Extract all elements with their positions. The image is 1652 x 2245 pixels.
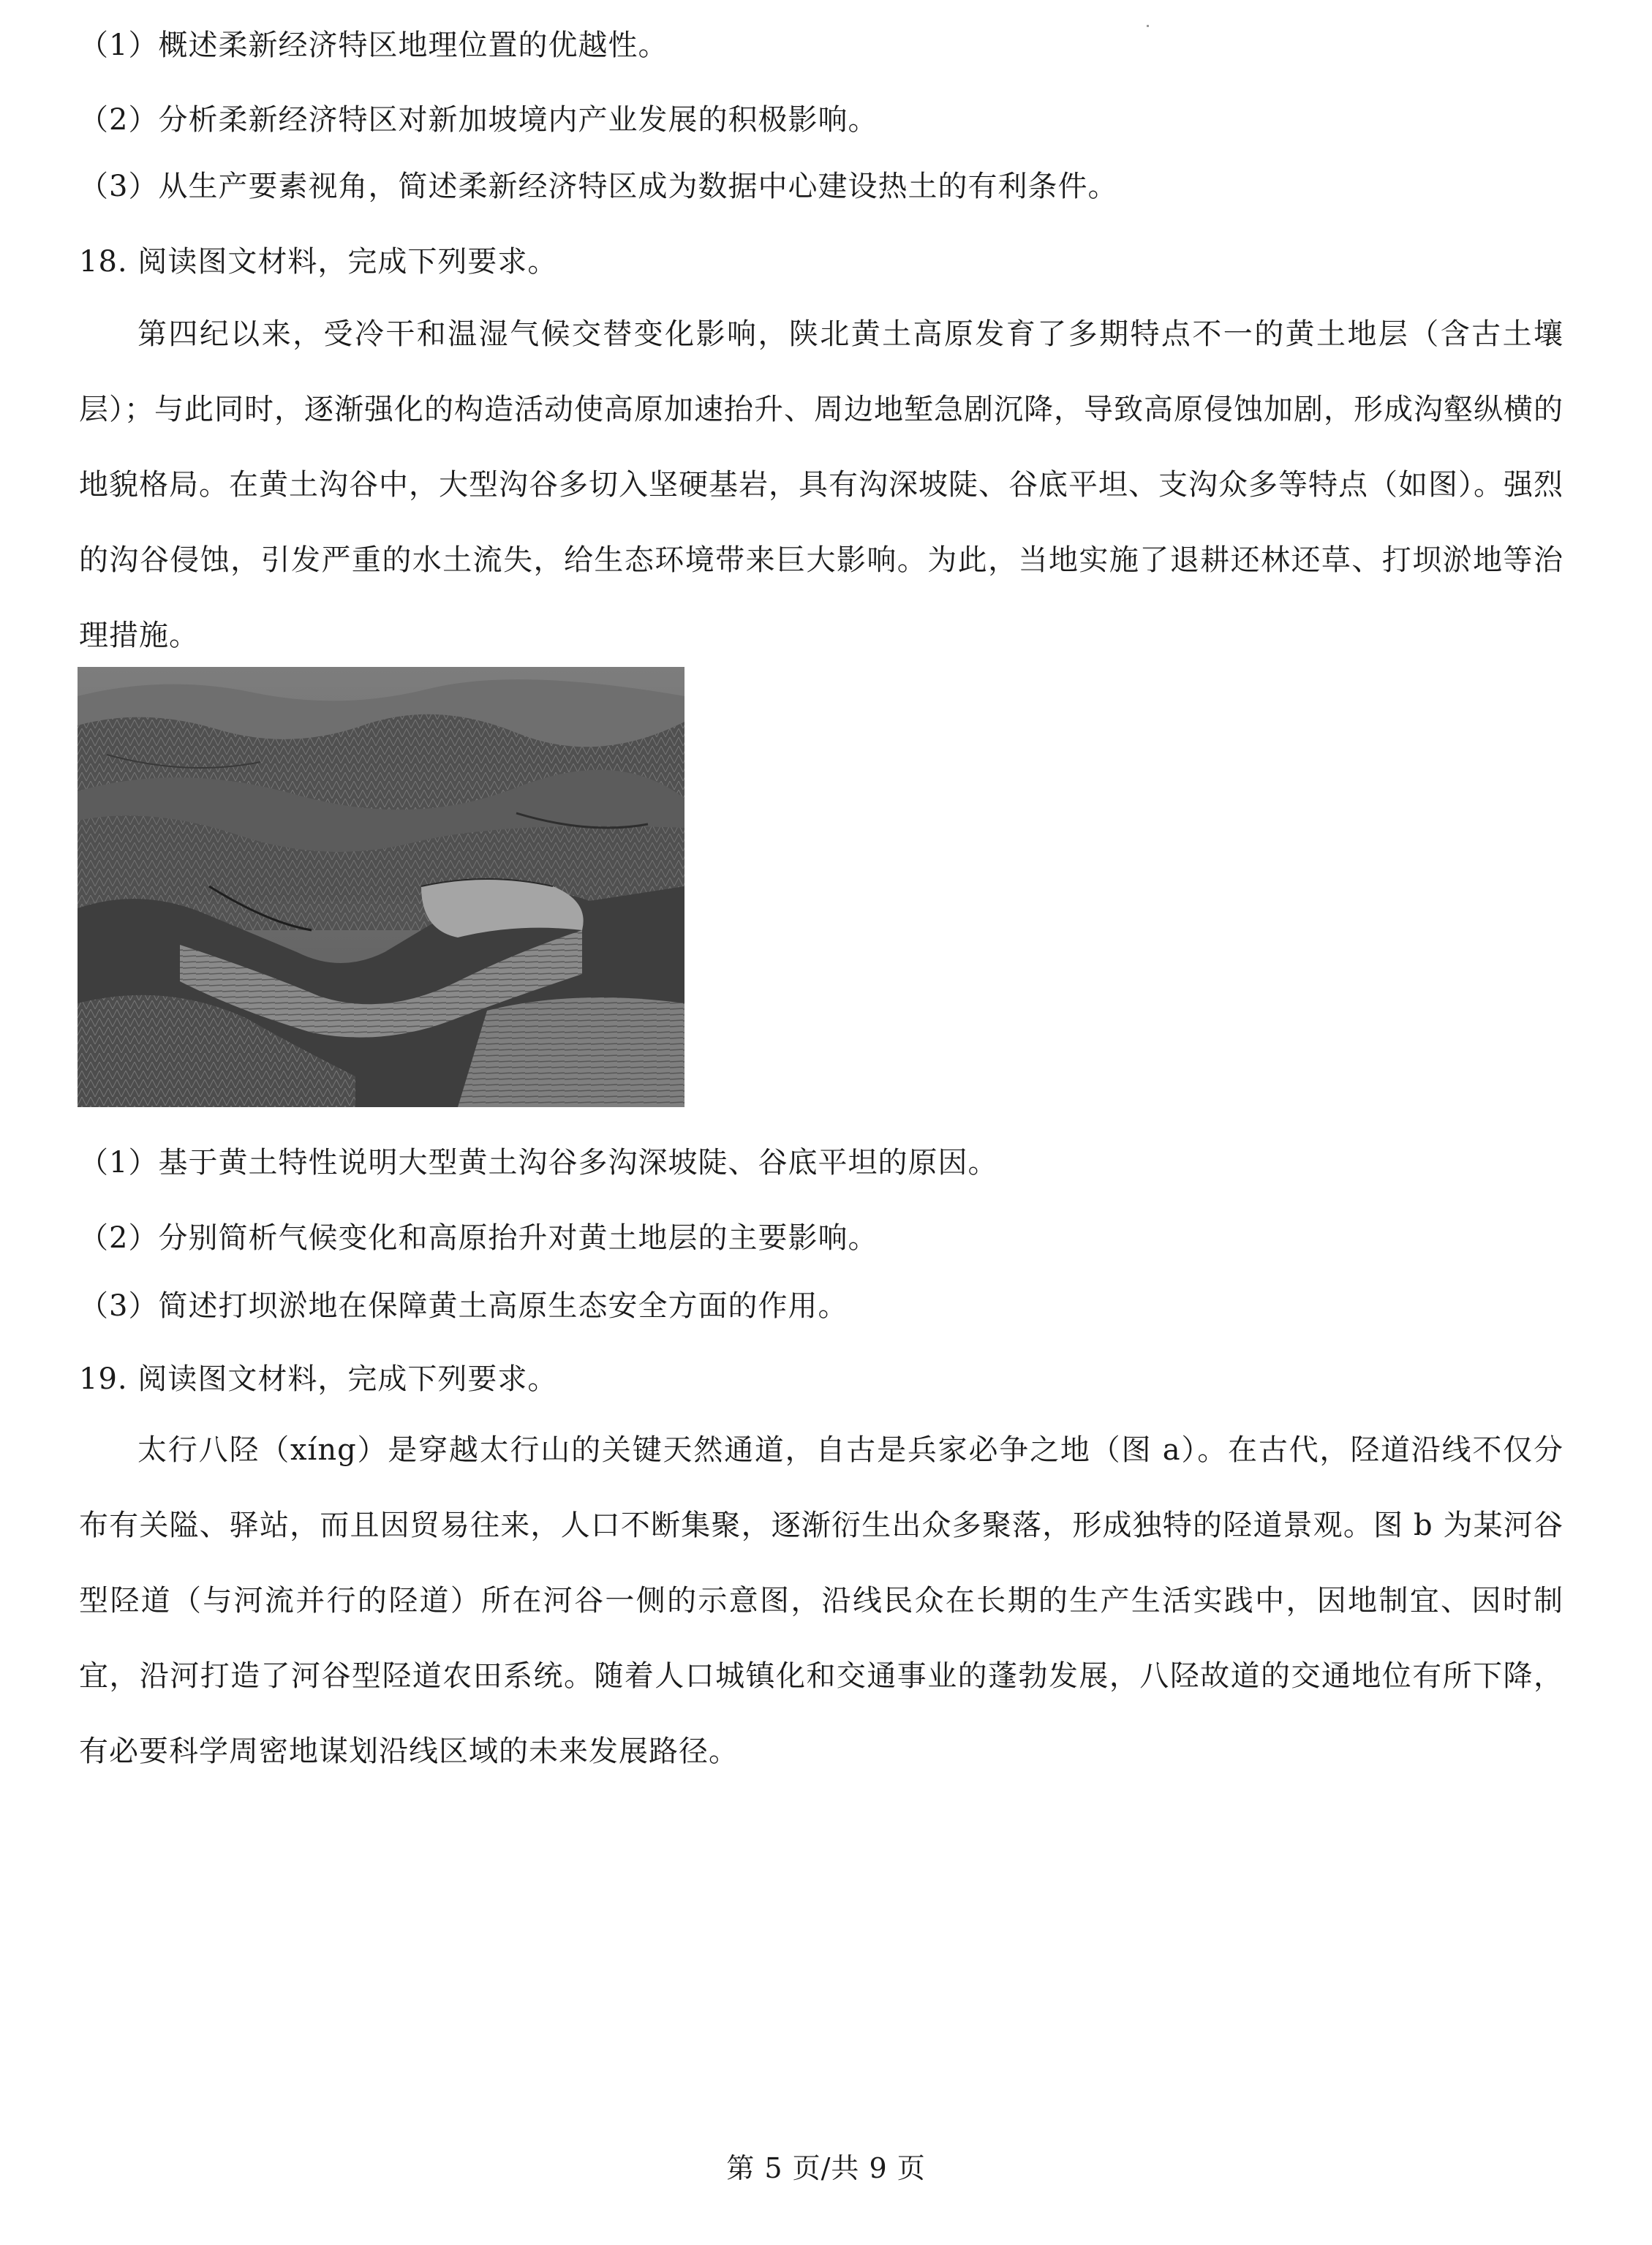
q18-heading: 18. 阅读图文材料，完成下列要求。 xyxy=(79,245,558,279)
q18-material-text: 第四纪以来，受冷干和温湿气候交替变化影响，陕北黄土高原发育了多期特点不一的黄土地层（含古土壤层）；与此同时，逐渐强化的构造活动使高原加速抬升、周边地堑急剧沉降，导致高原侵蚀加剧，形成沟壑纵横的地貌格局。在黄土沟谷中，大型沟谷多切入坚硬基岩，具有沟深坡陡、谷底平坦、支沟众多等特点（如图）。强烈的沟谷侵蚀，引发严重的水土流失，给生态环境带来巨大影响。为此，当地实施了退耕还林还草、打坝淤地等治理措施。 xyxy=(79,317,1564,652)
q19-material-text: 太行八陉（xíng）是穿越太行山的关键天然通道，自古是兵家必争之地（图 a）。在古代，陉道沿线不仅分布有关隘、驿站，而且因贸易往来，人口不断集聚，逐渐衍生出众多聚落，形成独特的陉道景观。图 b 为某河谷型陉道（与河流并行的陉道）所在河谷一侧的示意图，沿线民众在长期的生产生活实践中，因地制宜、因时制宜，沿河打造了河谷型陉道农田系统。随着人口城镇化和交通事业的蓬勃发展，八陉故道的交通地位有所下降，有必要科学周密地谋划沿线区域的未来发展路径。 xyxy=(79,1433,1564,1768)
q18-subquestion-2: （2）分别简析气候变化和高原抬升对黄土地层的主要影响。 xyxy=(79,1221,878,1255)
page-number-footer: 第 5 页/共 9 页 xyxy=(726,2152,926,2184)
q17-subquestion-3: （3）从生产要素视角，简述柔新经济特区成为数据中心建设热土的有利条件。 xyxy=(79,170,1118,203)
q18-subquestion-1: （1）基于黄土特性说明大型黄土沟谷多沟深坡陡、谷底平坦的原因。 xyxy=(79,1146,998,1180)
q18-subquestion-3: （3）简述打坝淤地在保障黄土高原生态安全方面的作用。 xyxy=(79,1289,848,1323)
scan-speck xyxy=(1147,25,1149,27)
q17-subquestion-1: （1）概述柔新经济特区地理位置的优越性。 xyxy=(79,29,668,62)
q19-heading: 19. 阅读图文材料，完成下列要求。 xyxy=(79,1362,558,1396)
loess-gully-photo-image xyxy=(78,667,684,1107)
loess-gully-photo xyxy=(78,667,684,1107)
q17-subquestion-2: （2）分析柔新经济特区对新加坡境内产业发展的积极影响。 xyxy=(79,103,878,137)
